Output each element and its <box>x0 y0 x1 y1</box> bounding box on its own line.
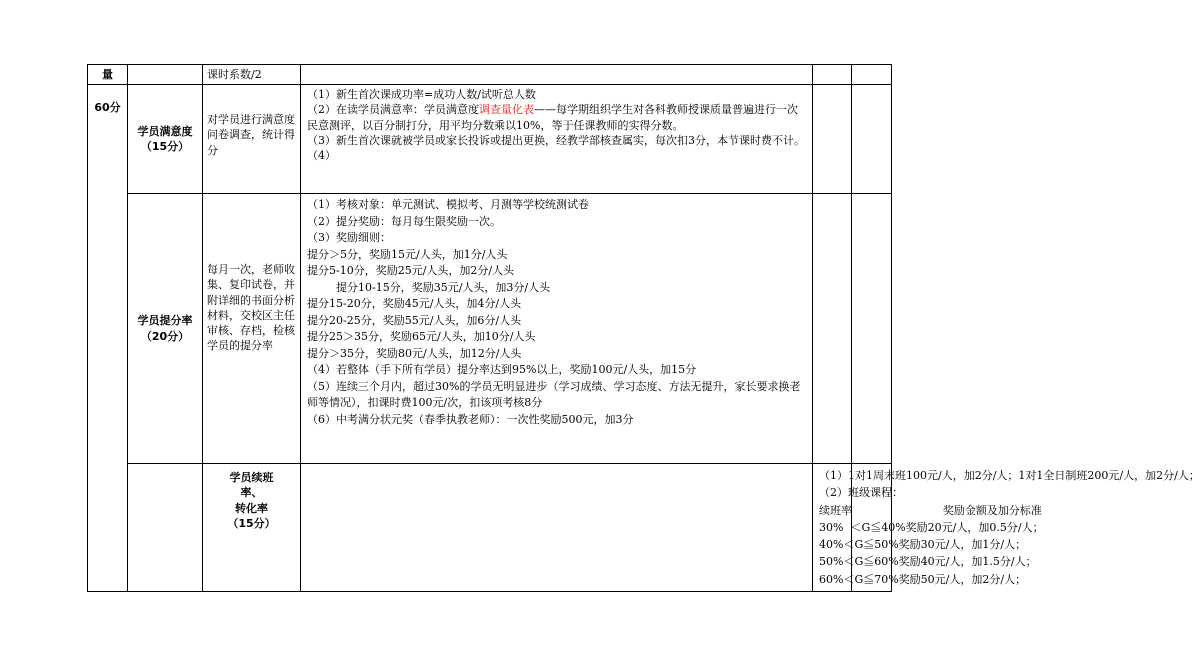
detail-line: （3）奖励细则： <box>307 231 391 244</box>
detail-line: （1）新生首次课成功率=成功人数/试听总人数 <box>307 88 536 101</box>
detail-line: （2）提分奖励：每月每生限奖励一次。 <box>307 214 501 228</box>
detail-line: 提分＞35分，奖励80元/人头，加12分/人头 <box>307 346 522 360</box>
item-score: （15分） <box>227 516 276 530</box>
detail-line: 提分＞5分，奖励15元/人头，加1分/人头 <box>307 247 508 261</box>
method-text: 课时系数/2 <box>207 67 262 81</box>
method-cell-improvement <box>203 194 301 464</box>
detail-line: 提分25＞35分，奖励65元/人头，加10分/人头 <box>307 330 536 343</box>
detail-line <box>307 102 807 133</box>
item-cell-improvement <box>128 194 203 464</box>
detail-line: 提分10-15分，奖励35元/人头，加3分/人头 <box>336 280 551 294</box>
detail-link-text: 调查量化表 <box>479 103 534 117</box>
detail-line: 50%＜G≦60%奖励40元/人，加1.5分/人； <box>819 555 1037 569</box>
detail-text: ——每学期组织学生对各科教师授课质量普遍进行一次民意测评，以百分制打分，用平均分数乘以10%，等于任课教师的实得分数。 <box>307 103 798 132</box>
method-text: 对学员进行满意度问卷调查，统计得分 <box>207 113 295 157</box>
category-score: 60分 <box>94 101 121 114</box>
category-cell-empty <box>128 464 203 592</box>
item-name: 学员续班 <box>229 471 274 484</box>
method-cell-satisfaction <box>203 85 301 194</box>
detail-line: 提分15-20分，奖励45元/人头，加4分/人头 <box>307 297 522 310</box>
item-name: 转化率 <box>235 501 268 515</box>
item-cell-continuation <box>203 464 301 592</box>
blank-cell <box>852 194 892 464</box>
method-cell <box>203 65 301 85</box>
blank-cell <box>813 85 852 194</box>
detail-line: 60%＜G≦70%奖励50元/人，加2分/人； <box>819 572 1027 586</box>
detail-line: 提分5-10分，奖励25元/人头，加2分/人头 <box>307 264 515 277</box>
item-name: 学员提分率 <box>137 314 193 328</box>
detail-line: （1）1对1周末班100元/人，加2分/人；1对1全日制班200元/人，加2分/人； <box>819 469 1200 482</box>
item-score: （20分） <box>140 329 190 343</box>
blank-cell <box>813 65 852 85</box>
item-name: 学员满意度 <box>137 124 193 138</box>
detail-line: 续班率 奖励金额及加分标准 <box>819 503 1042 517</box>
detail-line: （4） <box>307 149 336 163</box>
detail-line: （3）新生首次课就被学员或家长投诉或提出更换，经教学部核查属实，每次扣3分，本节课时费不计。 <box>307 133 805 147</box>
detail-text: （2）在读学员满意率：学员满意度 <box>307 103 479 117</box>
blank-cell <box>852 85 892 194</box>
detail-line: 提分20-25分，奖励55元/人头，加6分/人头 <box>307 313 522 327</box>
detail-cell-continuation <box>813 464 1200 592</box>
detail-line: （6）中考满分状元奖（春季执教老师）：一次性奖励500元，加3分 <box>307 412 634 426</box>
detail-cell-improvement <box>301 194 813 464</box>
item-cell <box>128 65 203 85</box>
table-row <box>88 65 892 85</box>
blank-cell <box>852 65 892 85</box>
table-row <box>88 464 892 592</box>
table-row <box>88 85 892 194</box>
method-cell-continuation <box>301 464 813 592</box>
category-label: 量 <box>102 67 113 81</box>
detail-line: 40%＜G≦50%奖励30元/人，加1分/人； <box>819 538 1027 552</box>
item-name: 率、 <box>240 486 263 500</box>
detail-line: （1）考核对象：单元测试、模拟考、月测等学校统测试卷 <box>307 198 589 211</box>
category-cell <box>88 85 128 592</box>
detail-cell <box>301 65 813 85</box>
category-cell-top <box>88 65 128 85</box>
detail-line: （5）连续三个月内，超过30%的学员无明显进步（学习成绩、学习态度、方法无提升，家长要求换老师等情况），扣课时费100元/次，扣该项考核8分 <box>307 379 801 409</box>
table-row <box>88 194 892 464</box>
assessment-table <box>87 64 1200 592</box>
item-score: （15分） <box>140 140 190 153</box>
blank-cell <box>813 194 852 464</box>
method-text: 每月一次，老师收集、复印试卷，并附详细的书面分析材料，交校区主任审核、存档，检核学员的提分率 <box>207 263 295 353</box>
detail-line: 30% ＜G≦40%奖励20元/人，加0.5分/人； <box>819 520 1044 534</box>
detail-line: （2）班级课程： <box>819 486 903 500</box>
detail-line: （4）若整体（手下所有学员）提分率达到95%以上，奖励100元/人头，加15分 <box>307 363 697 376</box>
item-cell-satisfaction <box>128 85 203 194</box>
detail-cell-satisfaction <box>301 85 813 194</box>
